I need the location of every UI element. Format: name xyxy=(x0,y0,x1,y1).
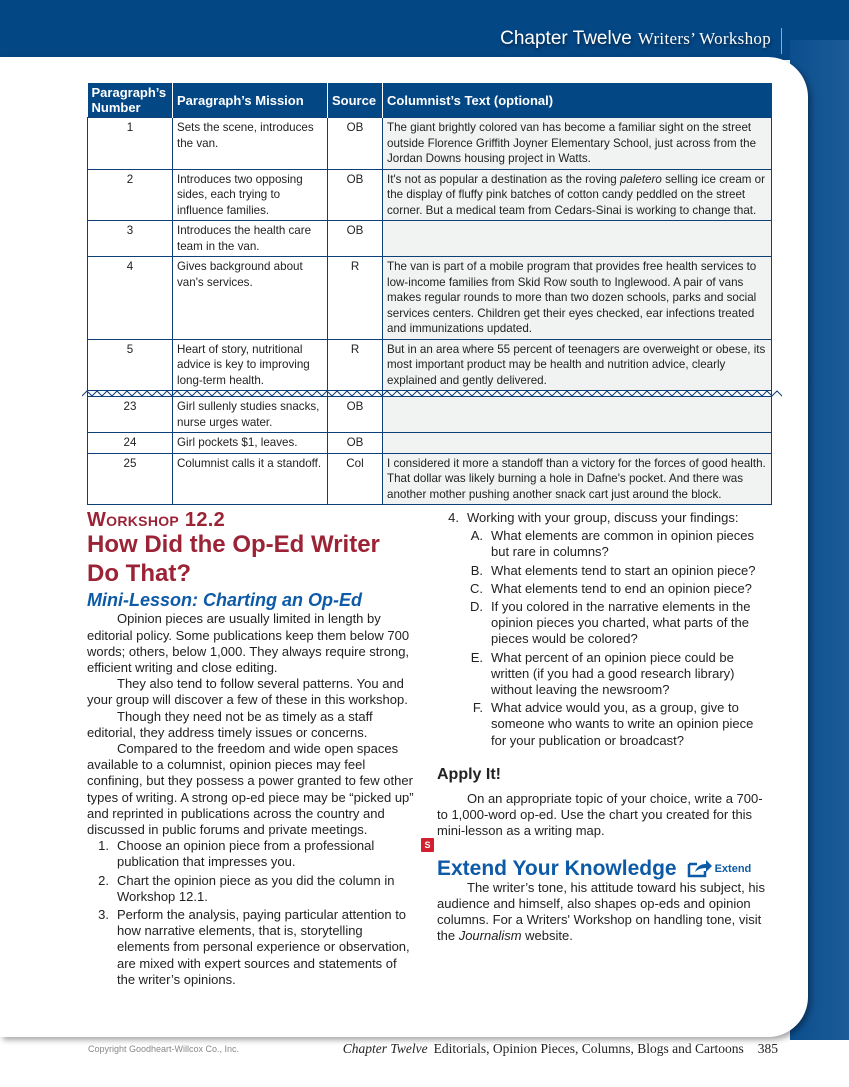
table-row xyxy=(88,257,772,340)
header-text: Columnist’s Text (optional) xyxy=(383,83,772,118)
item-text: What elements are common in opinion pieces but rare in columns? xyxy=(491,528,755,560)
header-divider xyxy=(781,28,782,54)
table-row xyxy=(88,433,772,454)
footer-title: Editorials, Opinion Pieces, Columns, Blogs and Cartoons xyxy=(433,1041,744,1056)
sub-item xyxy=(437,581,772,597)
extend-title: Extend Your Knowledge xyxy=(437,857,677,881)
item-text: If you colored in the narrative elements in the opinion pieces you charted, what parts of the pieces would be colored? xyxy=(491,599,751,647)
list-item xyxy=(87,873,417,905)
item-text: Chart the opinion piece as you did the column in Workshop 12.1. xyxy=(117,872,395,904)
cell-source: OB xyxy=(328,433,383,454)
header-number: Paragraph’s Number xyxy=(88,83,173,118)
share-arrow-icon xyxy=(687,858,713,878)
item-number: 1. xyxy=(98,838,109,854)
text-italic: paletero xyxy=(619,172,662,186)
cell-mission: Columnist calls it a standoff. xyxy=(173,453,328,505)
cell-mission: Girl sullenly studies snacks, nurse urges water. xyxy=(173,397,328,433)
list-item xyxy=(87,838,417,870)
item-letter: B. xyxy=(470,562,483,578)
page-number: 385 xyxy=(757,1041,778,1056)
item-letter: D. xyxy=(470,599,483,615)
cell-mission: Gives background about van's services. xyxy=(173,257,328,340)
footer-running-title xyxy=(343,1041,778,1057)
item-letter: A. xyxy=(470,528,483,544)
cell-number: 23 xyxy=(88,397,173,433)
table-row xyxy=(88,397,772,433)
item-number: 4. xyxy=(448,510,459,525)
sub-item xyxy=(437,700,772,749)
sub-item xyxy=(437,650,772,699)
table-row xyxy=(88,453,772,505)
text-part: It's not as popular a destination as the roving xyxy=(387,172,620,186)
standards-icon: S xyxy=(421,838,434,852)
extend-icon[interactable] xyxy=(687,858,752,878)
table-row xyxy=(88,221,772,257)
cell-number: 25 xyxy=(88,453,173,505)
extend-heading xyxy=(437,857,772,881)
workshop-title: How Did the Op-Ed Writer Do That? xyxy=(87,531,380,588)
cell-source: R xyxy=(328,257,383,340)
cell-text: The van is part of a mobile program that provides free health services to low-income families from Skid Row south to Inglewood. A pair of vans makes regular rounds to more than two dozen schools, parks and social services centers. Children get their eyes checked, ear infections treated and immunizations updated. xyxy=(383,257,772,340)
text-part: The writer’s tone, his attitude toward his subject, his audience and himself, also shapes op-eds and opinion columns. For a Writers' Workshop on handling tone, visit the xyxy=(437,879,765,944)
cell-mission: Girl pockets $1, leaves. xyxy=(173,433,328,454)
table-row xyxy=(88,339,772,391)
cell-text: I considered it more a standoff than a victory for the forces of good health. That dollar was likely burning a hole in Dafne's pocket. And there was another mother pushing another snack cart just around the block. xyxy=(383,453,772,505)
running-header xyxy=(500,28,771,50)
cell-number: 3 xyxy=(88,221,173,257)
text-italic: Journalism xyxy=(458,928,522,944)
cell-number: 24 xyxy=(88,433,173,454)
item-text: Working with your group, discuss your findings: xyxy=(467,510,739,525)
footer xyxy=(88,1041,778,1056)
paragraph: Though they need not be as timely as a staff editorial, they address timely issues or concerns. xyxy=(87,708,373,740)
cell-text xyxy=(383,221,772,257)
chapter-label: Chapter Twelve xyxy=(500,28,632,49)
text-part: selling ice cream or the display of fluffy pink batches of cotton candy peddled on the street corner. But a medical team from Cedars-Sinai is working to change that. xyxy=(387,172,765,217)
cell-mission: Introduces the health care team in the van. xyxy=(173,221,328,257)
item-text: Perform the analysis, paying particular attention to how narrative elements, that is, storytelling elements from personal experience or observation, are mixed with expert sources and statements of the writer’s opinions. xyxy=(117,907,410,987)
header-mission: Paragraph’s Mission xyxy=(173,83,328,118)
cell-number: 4 xyxy=(88,257,173,340)
cell-source: OB xyxy=(328,397,383,433)
left-column xyxy=(87,509,417,990)
cell-number: 1 xyxy=(88,118,173,170)
item-text: What advice would you, as a group, give to someone who wants to write an opinion piece for your publication or broadcast? xyxy=(491,700,754,748)
right-column xyxy=(437,510,772,944)
table-header-row xyxy=(88,83,772,118)
item-text: Choose an opinion piece from a professional publication that impresses you. xyxy=(117,838,375,870)
item-number: 3. xyxy=(98,907,109,923)
copyright: Copyright Goodheart-Willcox Co., Inc. xyxy=(88,1044,240,1054)
header-source: Source xyxy=(328,83,383,118)
table-row xyxy=(88,118,772,170)
cell-source: R xyxy=(328,339,383,391)
table-break-zigzag xyxy=(82,388,782,400)
extend-paragraph xyxy=(437,880,772,945)
sub-item xyxy=(437,528,772,560)
cell-source: OB xyxy=(328,169,383,221)
cell-mission: Introduces two opposing sides, each trying to influence families. xyxy=(173,169,328,221)
item-letter: F. xyxy=(472,700,483,716)
footer-chapter: Chapter Twelve xyxy=(342,1041,428,1056)
extend-label: Extend xyxy=(714,863,752,876)
cell-source: OB xyxy=(328,118,383,170)
paragraph: Compared to the freedom and wide open spaces available to a columnist, opinion pieces may feel confining, but they possess a power granted to few other types of writing. A strong op-ed piece may be “picked up” and reprinted in publications across the country and discussed in public forums and private meetings. xyxy=(87,741,414,838)
cell-source: OB xyxy=(328,221,383,257)
section-label: Writers’ Workshop xyxy=(637,29,771,48)
item-text: What percent of an opinion piece could be written (if you had a good research library) without leaving the newsroom? xyxy=(491,649,735,698)
sub-item xyxy=(437,599,772,648)
list-item xyxy=(87,907,417,988)
cell-text: The giant brightly colored van has become a familiar sight on the street outside Florence Griffith Joyner Elementary School, just across from the Jordan Downs housing project in Watts. xyxy=(383,118,772,170)
chart-table xyxy=(87,83,772,505)
apply-it-heading: Apply It! xyxy=(437,765,501,783)
mini-lesson-heading: Mini-Lesson: Charting an Op-Ed xyxy=(87,590,362,611)
cell-text xyxy=(383,169,772,221)
table-row xyxy=(88,169,772,221)
item-text: What elements tend to start an opinion piece? xyxy=(491,562,756,578)
paragraph: They also tend to follow several patterns. You and your group will discover a few of these in this workshop. xyxy=(87,676,408,708)
paragraph: Opinion pieces are usually limited in length by editorial policy. Some publications keep them below 700 words; others, below 1,000. They always require strong, efficient writing and close editing. xyxy=(87,611,410,676)
item-text: What elements tend to end an opinion piece? xyxy=(491,580,752,596)
cell-source: Col xyxy=(328,453,383,505)
cell-mission: Sets the scene, introduces the van. xyxy=(173,118,328,170)
cell-mission: Heart of story, nutritional advice is key to improving long-term health. xyxy=(173,339,328,391)
list-item xyxy=(437,510,772,526)
workshop-label: Workshop 12.2 xyxy=(87,509,226,531)
sub-item xyxy=(437,563,772,579)
cell-text: But in an area where 55 percent of teenagers are overweight or obese, its most important product may be health and nutrition advice, clearly explained and gently delivered. xyxy=(383,339,772,391)
apply-paragraph: On an appropriate topic of your choice, write a 700- to 1,000-word op-ed. Use the chart you created for this mini-lesson as a writing map. xyxy=(437,791,763,839)
cell-text xyxy=(383,397,772,433)
steps-list xyxy=(87,838,417,988)
item-letter: C. xyxy=(470,580,483,596)
cell-number: 2 xyxy=(88,169,173,221)
cell-number: 5 xyxy=(88,339,173,391)
cell-text xyxy=(383,433,772,454)
item-number: 2. xyxy=(98,872,109,888)
item-letter: E. xyxy=(470,649,483,665)
text-part: website. xyxy=(521,928,573,944)
